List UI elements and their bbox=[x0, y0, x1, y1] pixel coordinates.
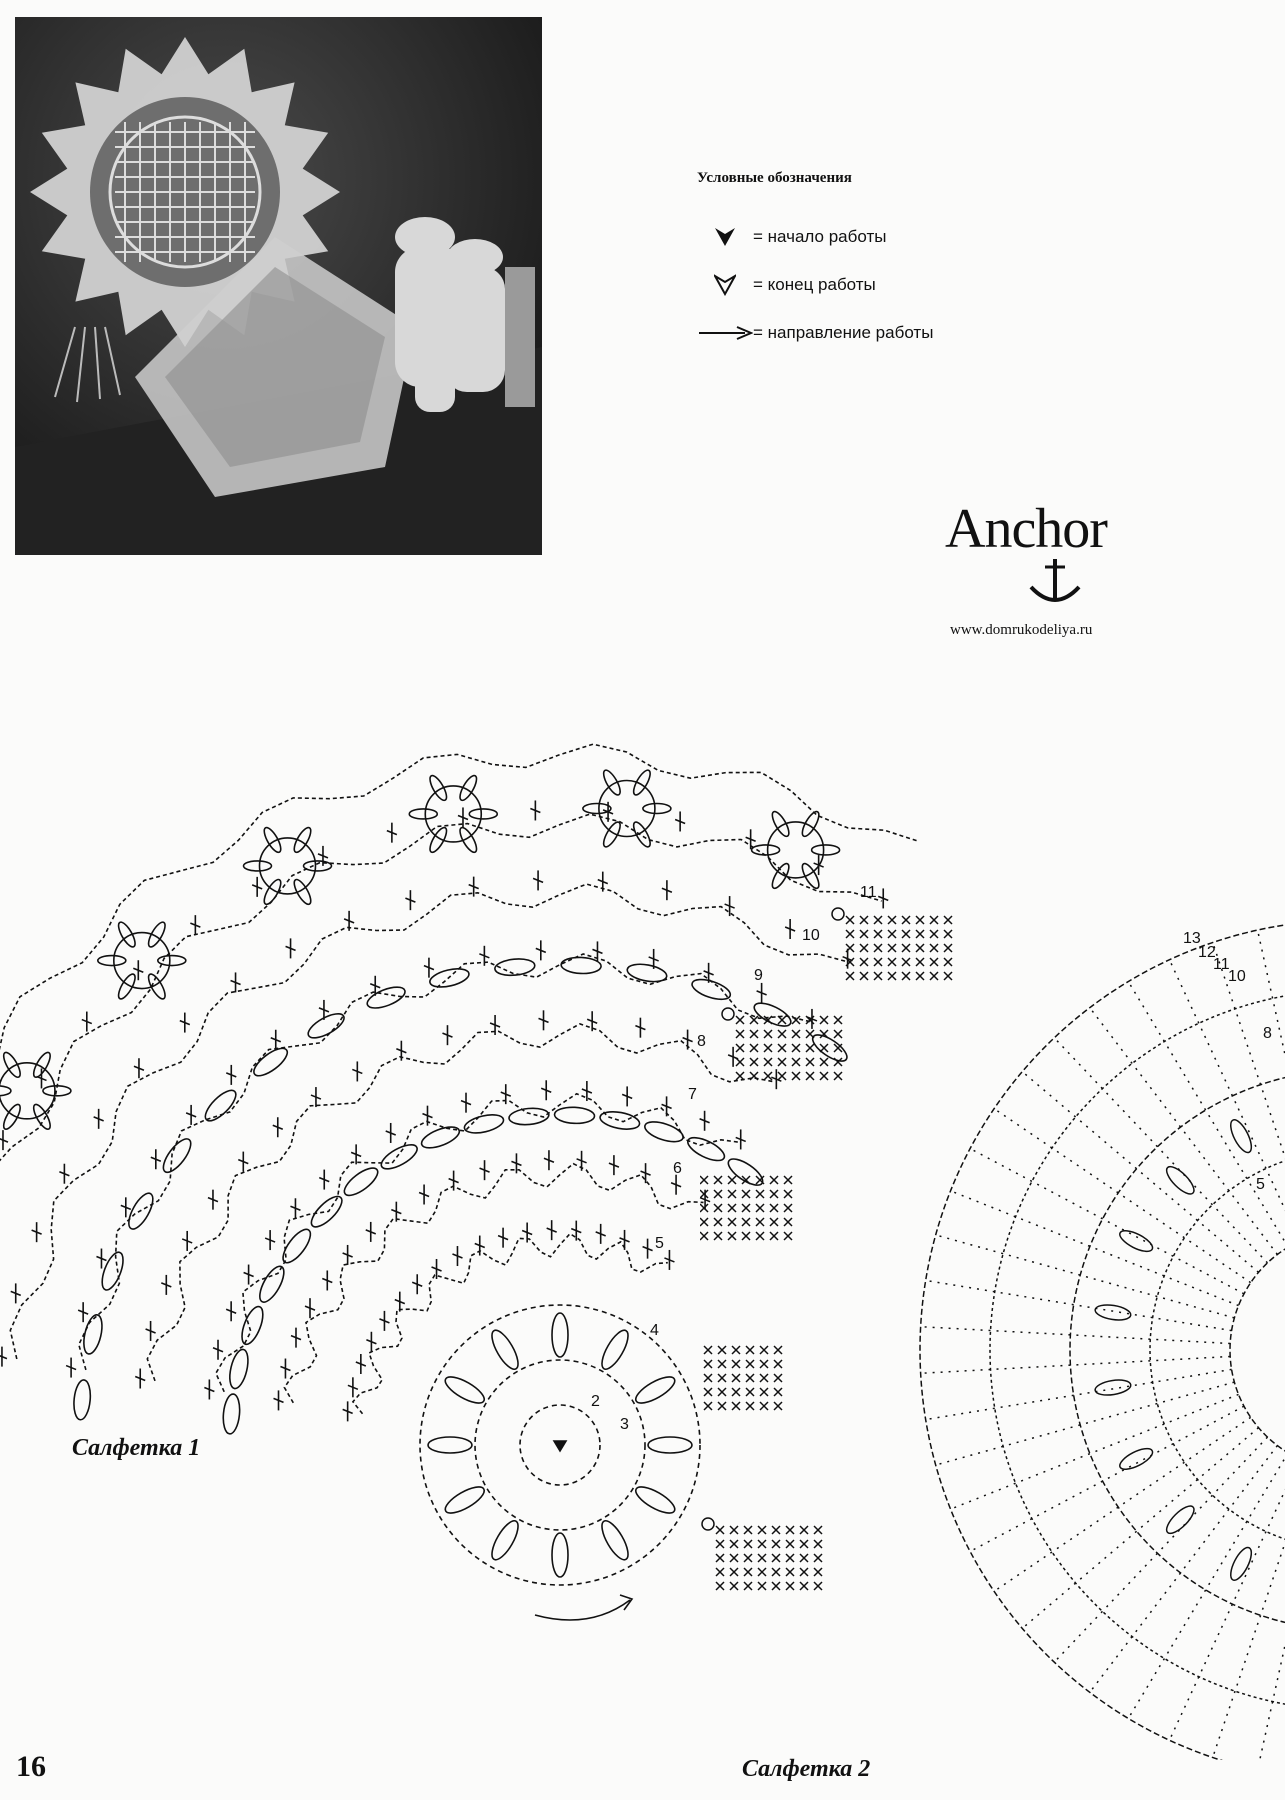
direction-arrow-icon bbox=[697, 326, 753, 340]
doily-2-chart bbox=[700, 880, 1285, 1760]
round-number: 6 bbox=[673, 1160, 682, 1177]
legend-label-start: = начало работы bbox=[753, 227, 887, 246]
legend-title: Условные обозначения bbox=[697, 170, 852, 186]
legend-label-end: = конец работы bbox=[753, 275, 876, 294]
start-marker-icon bbox=[697, 226, 753, 248]
doily-photo bbox=[15, 17, 542, 555]
doily-1-label: Салфетка 1 bbox=[72, 1435, 201, 1461]
legend-item-start bbox=[697, 213, 1117, 261]
round-number: 5 bbox=[655, 1235, 664, 1252]
anchor-logo bbox=[945, 497, 1145, 607]
legend-item-direction bbox=[697, 309, 1117, 357]
legend-label-direction: = направление работы bbox=[753, 323, 934, 342]
round-number: 11 bbox=[1213, 956, 1230, 973]
round-number: 11 bbox=[860, 884, 877, 901]
round-number: 7 bbox=[688, 1086, 697, 1103]
round-number: 2 bbox=[591, 1393, 600, 1410]
website-url: www.domrukodeliya.ru bbox=[950, 622, 1093, 638]
legend-item-end bbox=[697, 261, 1117, 309]
anchor-icon bbox=[1025, 557, 1085, 607]
doily-2-label: Салфетка 2 bbox=[742, 1756, 871, 1782]
round-number: 10 bbox=[802, 927, 820, 944]
round-number: 10 bbox=[1228, 968, 1246, 985]
legend bbox=[697, 170, 1117, 357]
anchor-logo-text: Anchor bbox=[945, 498, 1107, 560]
round-number: 13 bbox=[1183, 930, 1201, 947]
round-number: 5 bbox=[1256, 1176, 1265, 1193]
round-number: 8 bbox=[1263, 1025, 1272, 1042]
round-number: 9 bbox=[754, 967, 763, 984]
round-number: 8 bbox=[697, 1033, 706, 1050]
round-number: 12 bbox=[1198, 944, 1216, 961]
end-marker-icon bbox=[697, 274, 753, 296]
round-number: 4 bbox=[650, 1322, 659, 1339]
round-number: 3 bbox=[620, 1416, 629, 1433]
page-number: 16 bbox=[16, 1750, 46, 1783]
